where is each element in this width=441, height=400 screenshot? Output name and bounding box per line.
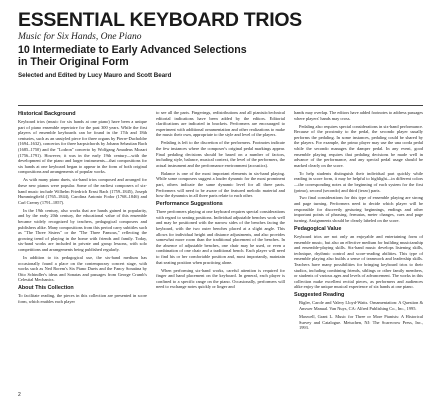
paragraph: Keyboard trios are not only an enjoyable and entertaining form of ensemble music, but also an effective medium for building musicianship and ensemble-playing skills. Six-hand music develops listening skills, technique, rhythmic control and score-reading abilities. This type of ensemble playing also builds a sense of teamwork and leadership skills. Teachers have many possibilities for bringing keyboard trios to their studios, including combining friends, siblings or other family members, or students of various ages and levels of advancement. The works in this collection make excellent recital pieces, as performers and audiences alike enjoy the unique musical experience of six hands at one piano. <box>294 233 423 290</box>
paragraph: Two final considerations for this type of ensemble playing are strong and page turning. Performers need to decide which player will be responsible for discreetly gesturing beginnings, endings and other important points of phrasing, fermatas, meter changes, cues and page turning. Assignments should be clearly labeled on the score. <box>294 195 423 223</box>
heading-historical-background: Historical Background <box>18 111 76 117</box>
page-number: 2 <box>18 392 21 398</box>
reference-entry: Bigler, Carole and Valery Lloyd-Watts. Ornamentation: A Question & Answer Manual. Van Nuys, CA: Alfred Publishing Co., Inc., 1995. <box>299 300 423 311</box>
subtitle-selections: 10 Intermediate to Early Advanced Selections <box>18 44 247 56</box>
column-2 <box>156 110 285 392</box>
paragraph: Keyboard trios (music for six hands at one piano) have been a unique part of piano ensemble repertoire for the past 300 years. While the first players of ensemble keyboards can be found in the 17th and 18th centuries, such as an unstyled piece for three organs by Pierre-Ducholdre (1694–1632), concertos for three harpsichords by Johann Sebastian Bach (1685–1750) and the "Lodron" concerto by Wolfgang Amadeus Mozart (1756–1791). However, it was in the early 19th century—with the development of the piano and larger instruments—that compositions for six hands at one keyboard began to appear in the form of both original compositions and arrangements of popular works. <box>18 119 147 175</box>
header-divider <box>18 105 423 106</box>
paragraph: Pedaling also requires special considerations in six-hand performance. Because of the proximity to the pedal, the secondo player usually performs the pedaling. In some instances, pedaling could be shared by the players. For example, the primo player may use the una corda pedal while the secondo manages the damper pedal. In any event, good ensemble playing requires that pedaling decisions be made well in advance of the performance, and any special pedal usage should be marked clearly on the score. <box>294 123 423 168</box>
heading-performance-suggestions: Performance Suggestions <box>156 201 223 208</box>
paragraph: to see all the parts. Fingerings, redistributions and all pianistic/technical editorial indications have been added by the editors. Editorial clarifications are indicated in brackets. Performers are encouraged to experiment with additional ornamentation and other realizations to make the music their own, appropriate to the style and level of the players. <box>156 110 285 138</box>
paragraph: Three performers playing at one keyboard requires special considerations with regard to seating positions. Individual adjustable benches work well and may be positioned with the narrow sides of the benches facing the keyboard, with the two outer benches placed at a slight angle. This allows for individual height and distance adjustments, and also provides somewhat more room than the traditional placement of the benches. In the absence of adjustable benches, one chair may be used, or even a combination of one chair and a traditional bench. Each player will need to find his or her comfortable position and, most importantly, maintain that seating position when practicing alone. <box>156 209 285 265</box>
reference-entry: Maxwell, Grant L. Music for Three or More Pianists: A Historical Survey and Catalogue. Metuchen, NJ: The Scarecrow Press, Inc., 1993. <box>299 313 423 331</box>
column-1 <box>18 110 147 392</box>
paragraph: To facilitate reading, the pieces in this collection are presented in score form, which enables each player <box>18 293 147 304</box>
subtitle-original-form: in Their Original Form <box>18 56 129 68</box>
heading-about-collection: About This Collection <box>18 285 74 292</box>
paragraph: As with many piano duets, six-hand trios composed and arranged for these new pianos were popular. Some of the earliest composers of six-hand music include Wilhelm Friedrich Ernst Bach (1759–1845), Joseph Hummingfield (1765–1844), Carolina Antonio Fodor (1768–1846) and Carl Czerny (1791–1857). <box>18 177 147 205</box>
paragraph: In the 19th century, also works that are hands gained in popularity, and by the early 20th century, the educational value of this ensemble became widely recognized by teachers, pedagogical composers and publishers alike. Many compositions from this period carry subtitles such as "The Three Sisters" or the "The Three Famous," reflecting the growing trend of playing in the home with friends and family. Today, six-hand works are included in private and group lessons, with solo competitions and arrangements being published regularly. <box>18 207 148 252</box>
page-title: ESSENTIAL KEYBOARD TRIOS <box>18 9 302 31</box>
heading-pedagogical-value: Pedagogical Value <box>294 225 342 232</box>
paragraph: When performing six-hand works, careful attention is required for finger and hand placement on the keyboard. In general, each player is confined to a specific range on the piano. Occasionally, performers will need to exchange notes quickly or linger and <box>156 267 285 290</box>
heading-suggested-reading: Suggested Reading <box>294 292 345 299</box>
paragraph: Pedaling is left to the discretion of the performers. Footnotes indicate the few instances where the composer's original pedal markings appear. Final pedaling decisions should be based on a number of factors, including style, balance, musical context, the level of the performers, the actual instrument and the performance environment (acoustics). <box>156 140 285 168</box>
subtitle-instrumentation: Music for Six Hands, One Piano <box>18 32 142 42</box>
editor-credits: Selected and Edited by Lucy Mauro and Scott Beard <box>18 72 172 79</box>
body-columns <box>18 110 423 392</box>
paragraph: Balance is one of the most important elements in six-hand playing. While some composers suggest a louder dynamic for the most prominent part, others indicate the same dynamic level for all three parts. Performers will need to be aware of the featured melodic material and how the dynamics in all three parts relate to each other. <box>156 170 285 199</box>
paragraph: hands may overlap. The editors have added footnotes to address passages where players' hands may cross. <box>294 110 423 121</box>
paragraph: To help students distinguish their individual part quickly while reading in score form, it may be helpful to highlight—in different colors—the corresponding notes at the beginning of each system for the first (primo), second (secondo) and third (terzo) parts. <box>294 170 423 193</box>
paragraph: In addition to its pedagogical use, the six-hand medium has occasionally found a place on the contemporary concert stage, with works such as Ned Rorem's Six Piano Duets and the Fancy Sonatina by Otto Schindler's ideas and Sonatas and passages from George Crumb's Celestial Mechanics. <box>18 254 147 283</box>
column-3 <box>294 110 423 392</box>
